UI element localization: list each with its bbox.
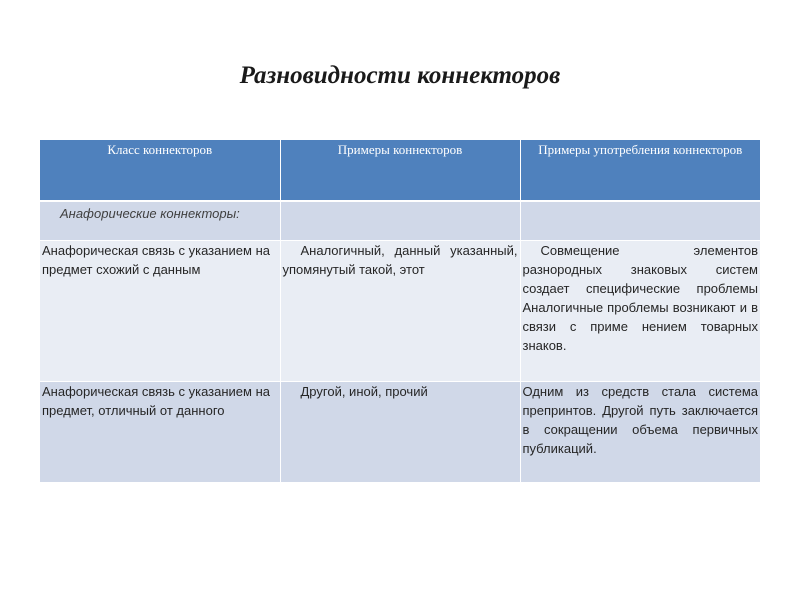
column-header-usage-label: Примеры употребления коннекторов (538, 142, 743, 157)
table-cell (520, 201, 760, 241)
table-row (40, 382, 760, 483)
table-cell-examples: Аналогичный, данный указанный, упомянутый такой, этот (280, 241, 520, 382)
column-header-examples-label: Примеры коннекторов (337, 142, 463, 157)
column-header-class-label: Класс коннекторов (107, 142, 213, 157)
table-row (40, 241, 760, 382)
column-header-usage (520, 140, 760, 201)
connectors-table-container (40, 140, 760, 483)
column-header-class (40, 140, 280, 201)
subheader-label: Анафорические коннекторы: (60, 206, 240, 221)
table-cell-class: Анафорическая связь с указанием на предмет схожий с данным (40, 241, 280, 382)
table-cell (40, 201, 280, 241)
table-cell-class: Анафорическая связь с указанием на предмет, отличный от данного (40, 382, 280, 483)
page-title: Разновидности коннекторов (239, 62, 561, 89)
table-header-row (40, 140, 760, 201)
table-cell-examples: Другой, иной, прочий (280, 382, 520, 483)
column-header-examples (280, 140, 520, 201)
table-cell-usage: Совмещение элементов разнородных знаковых систем создает специфические проблемы Аналогичные проблемы возникают и в связи с приме нением товарных знаков. (520, 241, 760, 382)
connectors-table (40, 140, 760, 483)
table-subheader-row (40, 201, 760, 241)
table-cell-usage: Одним из средств стала система препринтов. Другой путь заключается в сокращении объема первичных публикаций. (520, 382, 760, 483)
table-cell (280, 201, 520, 241)
